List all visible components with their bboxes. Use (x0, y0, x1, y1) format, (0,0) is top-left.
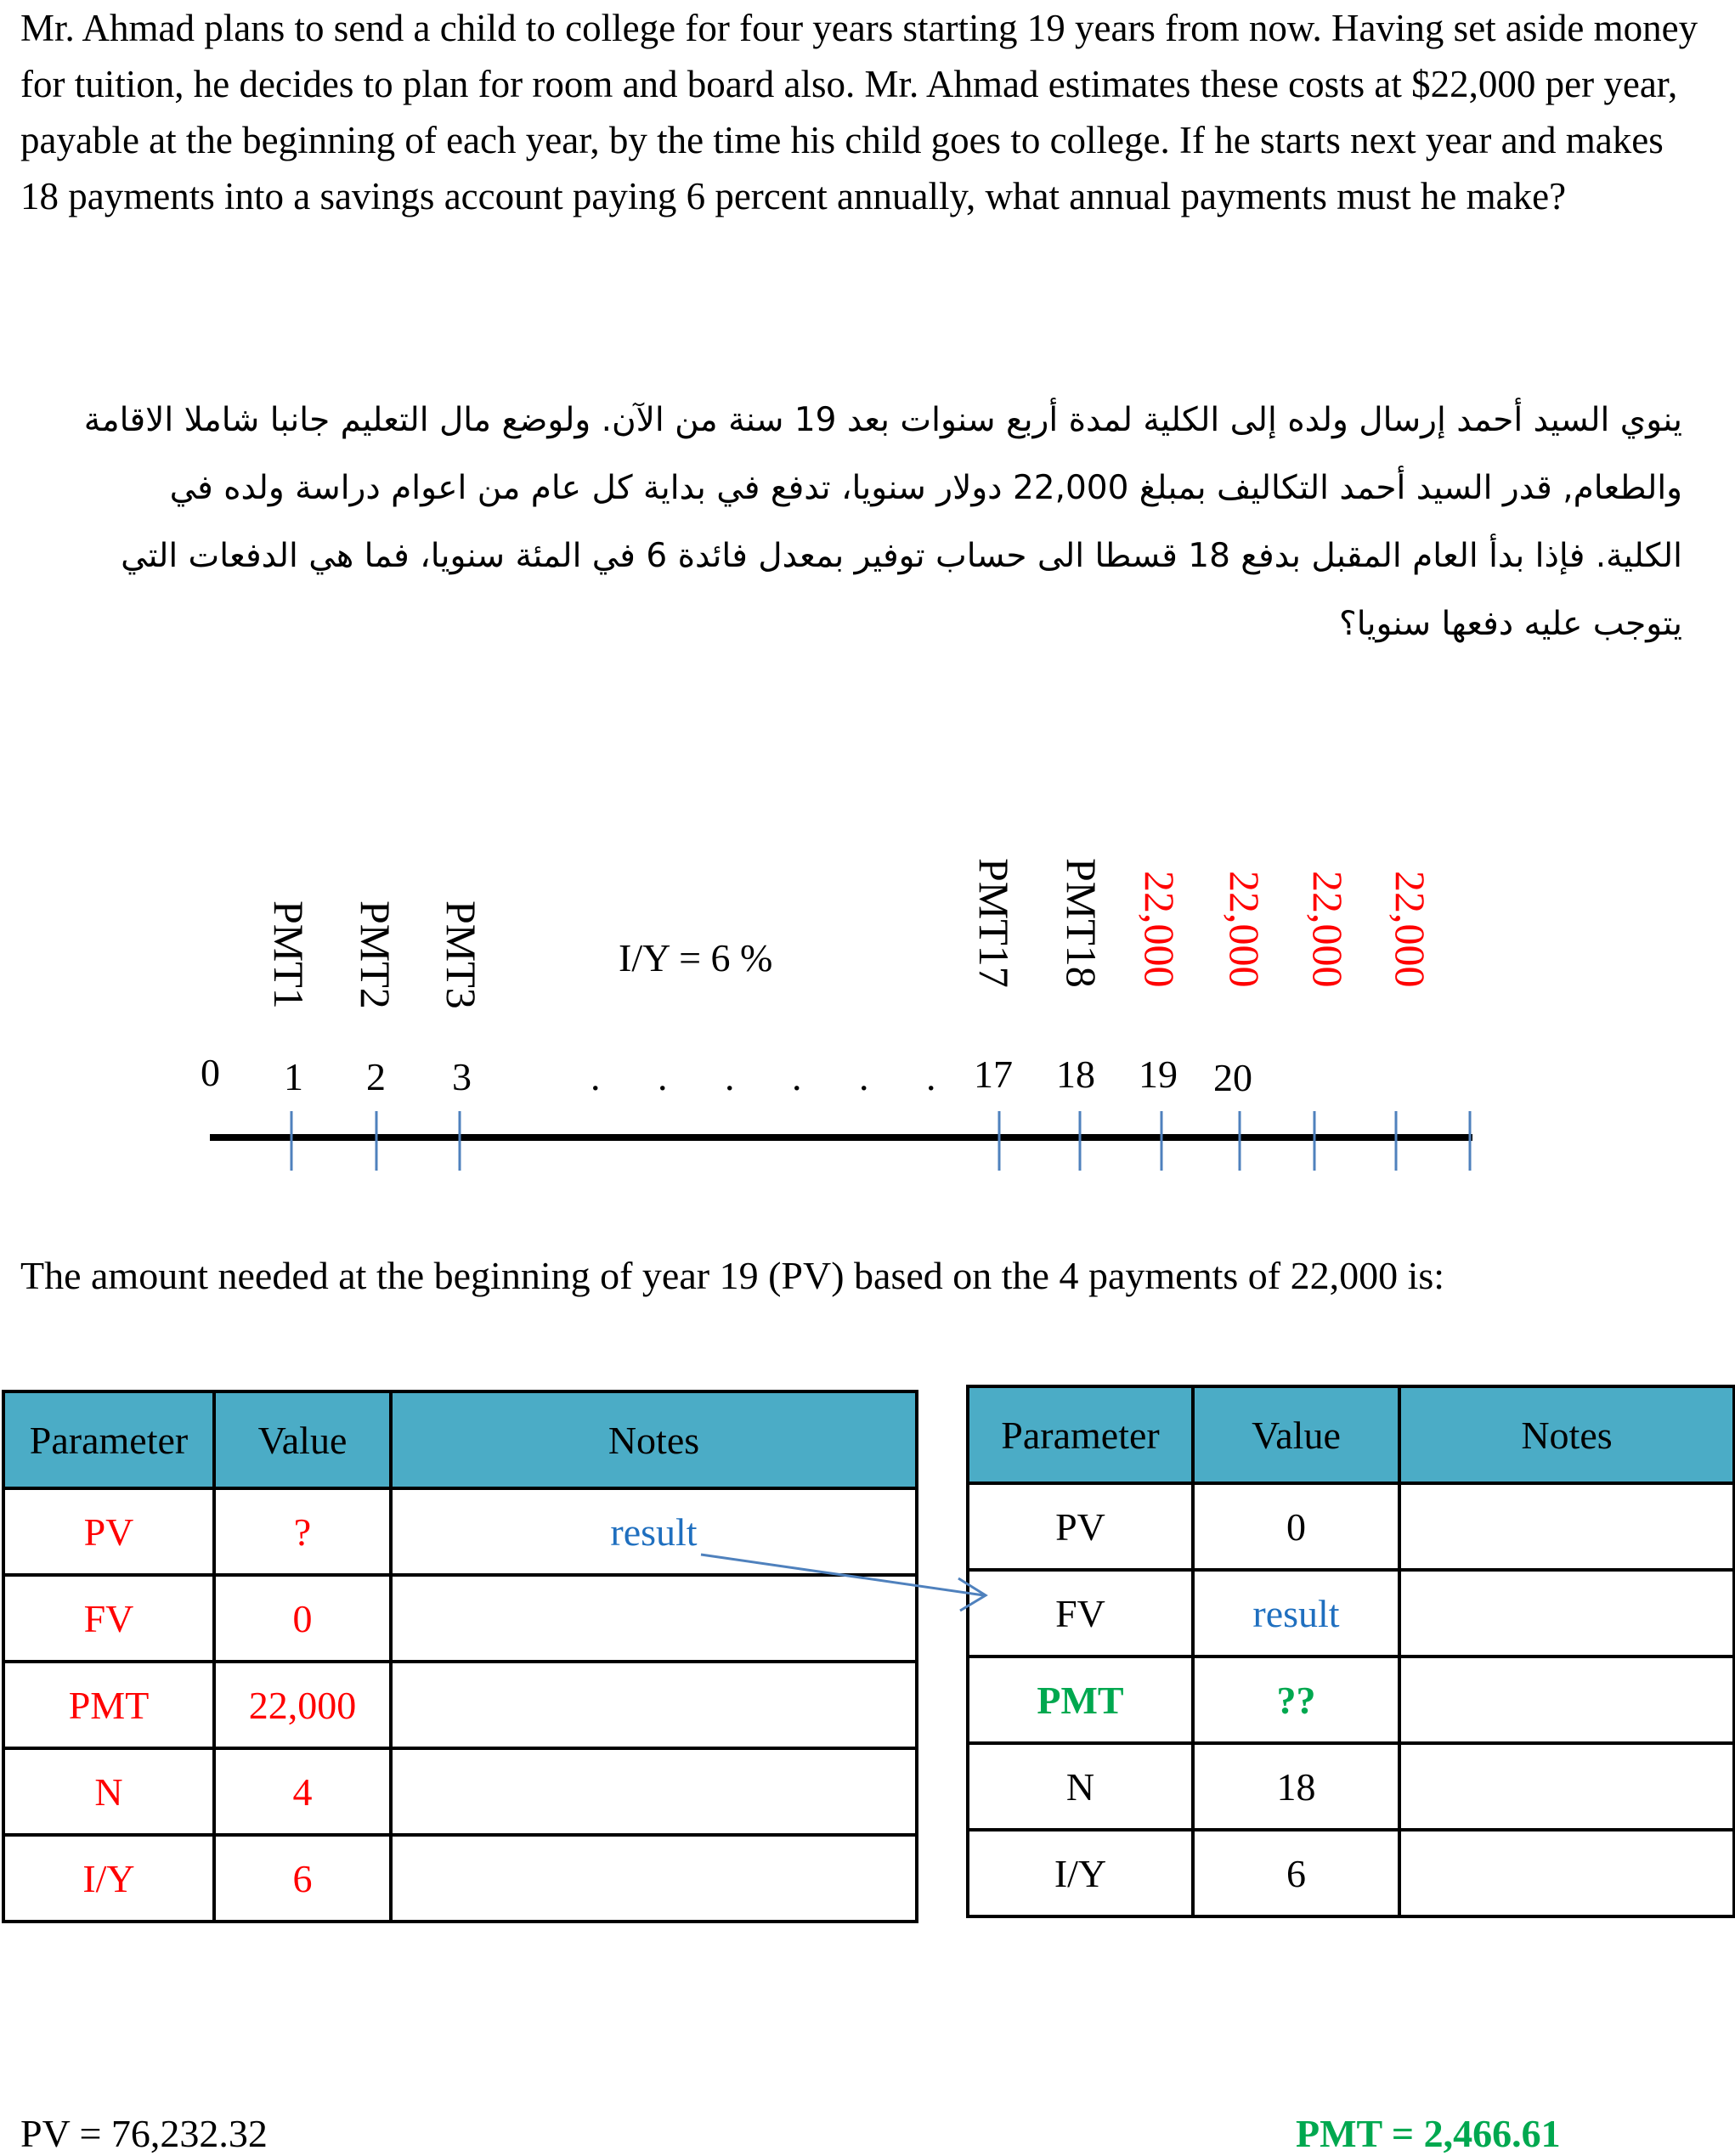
param-cell: I/Y (968, 1830, 1193, 1916)
value-cell: 6 (1193, 1830, 1399, 1916)
tick-number: 0 (201, 1051, 220, 1094)
note-cell (1399, 1830, 1734, 1916)
table-row (968, 1830, 1734, 1916)
value-cell: ? (214, 1488, 391, 1575)
value-cell: 4 (214, 1748, 391, 1835)
param-cell: N (968, 1743, 1193, 1830)
tick-number: 2 (366, 1055, 386, 1098)
table-row (968, 1743, 1734, 1830)
value-cell: 0 (214, 1575, 391, 1662)
param-cell: I/Y (3, 1835, 214, 1922)
note-cell (391, 1748, 917, 1835)
tick-number: 19 (1139, 1053, 1178, 1096)
payment-label: PMT18 (1058, 858, 1105, 988)
header-notes: Notes (1399, 1386, 1734, 1483)
header-notes: Notes (391, 1391, 917, 1488)
table-row (3, 1835, 917, 1922)
param-cell: FV (3, 1575, 214, 1662)
value-cell: 18 (1193, 1743, 1399, 1830)
table-row (3, 1662, 917, 1748)
ellipsis: . . . . . . (591, 1055, 960, 1098)
pmt-result: PMT = 2,466.61 (1296, 2112, 1561, 2155)
result-arrow (701, 1555, 984, 1595)
param-cell: FV (968, 1570, 1193, 1657)
payment-label: PMT3 (438, 900, 485, 1009)
table-row (968, 1657, 1734, 1743)
tick-number: 1 (284, 1055, 303, 1098)
rate-label: I/Y = 6 % (619, 936, 773, 979)
note-cell: result (391, 1488, 917, 1575)
pmt-parameter-table (966, 1385, 1735, 1918)
header-value: Value (1193, 1386, 1399, 1483)
note-cell (391, 1662, 917, 1748)
value-cell: 0 (1193, 1483, 1399, 1570)
param-cell: PV (3, 1488, 214, 1575)
header-parameter: Parameter (968, 1386, 1193, 1483)
tick-number: 17 (974, 1053, 1013, 1096)
param-cell: PMT (3, 1662, 214, 1748)
param-cell: N (3, 1748, 214, 1835)
cost-label: 22,000 (1387, 871, 1434, 988)
payment-label: PMT1 (265, 900, 313, 1009)
note-cell (1399, 1657, 1734, 1743)
timeline-axis-svg (0, 1096, 1735, 1181)
note-cell (1399, 1743, 1734, 1830)
tick-number: 3 (452, 1055, 472, 1098)
pv-parameter-table (2, 1390, 918, 1923)
value-cell: ?? (1193, 1657, 1399, 1743)
note-cell (391, 1835, 917, 1922)
payment-label: PMT17 (970, 858, 1018, 988)
tick-number: 18 (1056, 1053, 1095, 1096)
problem-english: Mr. Ahmad plans to send a child to college for four years starting 19 years from now. Having set aside money for tuition, he decides to plan for room and board also. Mr. Ahmad estimates these costs at $22,000 per year, payable at the beginning of each year, by the time his child goes to college. If he starts next year and makes 18 payments into a savings account paying 6 percent annually, what annual payments must he make? (20, 7, 1698, 217)
pv-result: PV = 76,232.32 (20, 2112, 268, 2155)
value-cell: result (1193, 1570, 1399, 1657)
value-cell: 6 (214, 1835, 391, 1922)
problem-arabic: ينوي السيد أحمد إرسال ولده إلى الكلية لمدة أربع سنوات بعد 19 سنة من الآن. ولوضع مال التعليم جانبا شاملا الاقامة والطعام, قدر السيد أحمد التكاليف بمبلغ 22,000 دولار سنويا، تدفع في بداية كل عام من اعوام دراسة ولده في الكلية. فإذا بدأ العام المقبل بدفع 18 قسطا الى حساب توفير بمعدل فائدة 6 في المئة سنويا، فما هي الدفعات التي يتوجب عليه دفعها سنويا؟ (83, 401, 1682, 643)
cost-label: 22,000 (1136, 871, 1184, 988)
table-row (3, 1748, 917, 1835)
result-arrow-svg (0, 1529, 1735, 1614)
caption: The amount needed at the beginning of year 19 (PV) based on the 4 payments of 22,000 is: (20, 1254, 1445, 1297)
param-cell: PMT (968, 1657, 1193, 1743)
header-value: Value (214, 1391, 391, 1488)
cost-label: 22,000 (1304, 871, 1352, 988)
cost-label: 22,000 (1221, 871, 1269, 988)
payment-label: PMT2 (352, 900, 399, 1009)
tick-number: 20 (1213, 1056, 1252, 1099)
value-cell: 22,000 (214, 1662, 391, 1748)
header-parameter: Parameter (3, 1391, 214, 1488)
param-cell: PV (968, 1483, 1193, 1570)
